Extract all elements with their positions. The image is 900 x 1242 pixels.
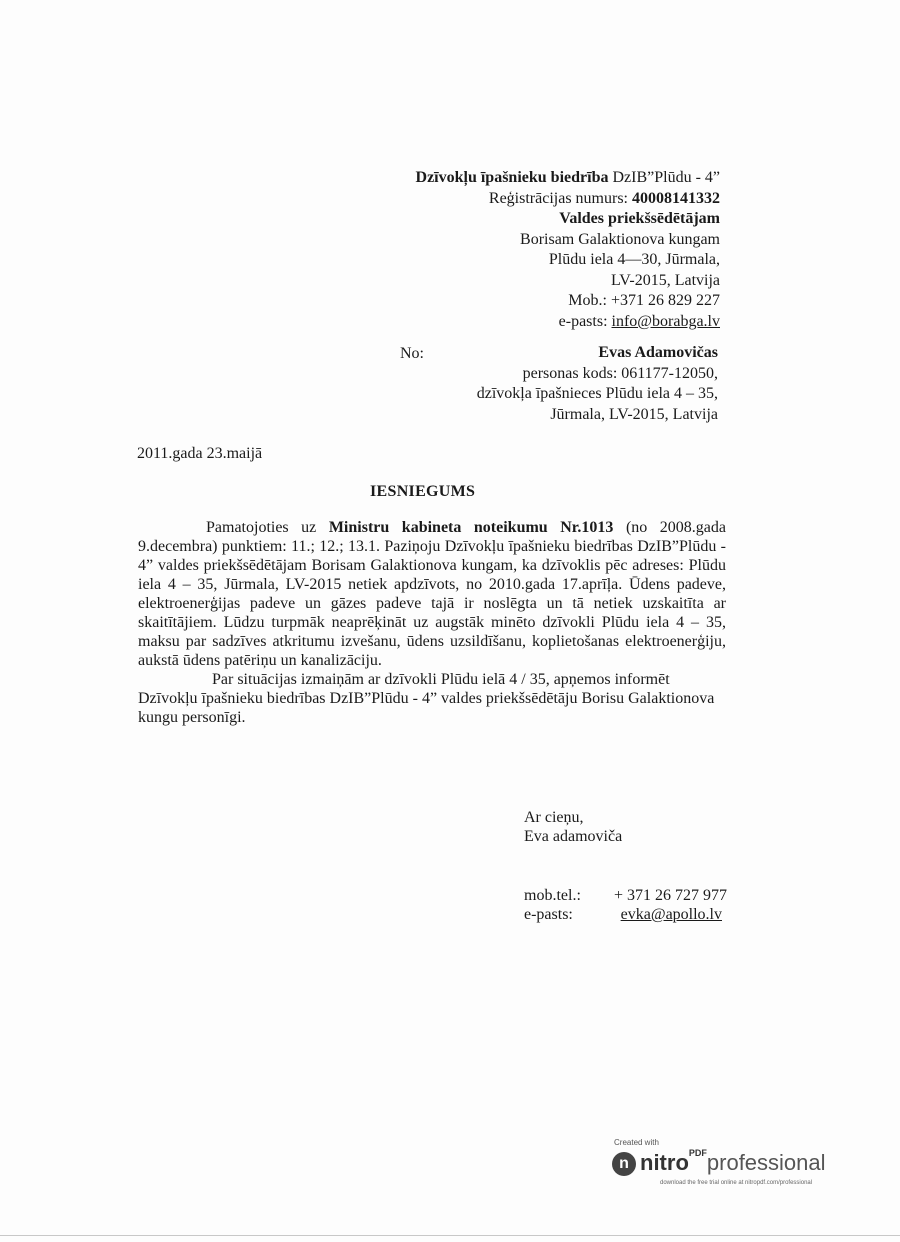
recipient-phone: Mob.: +371 26 829 227 — [568, 292, 720, 309]
contact-phone-value: + 371 26 727 977 — [614, 887, 728, 904]
logo-tagline: download the free trial online at nitropdf.com/professional — [660, 1180, 813, 1186]
sender-block — [477, 343, 718, 425]
from-label: No: — [400, 345, 424, 362]
letter-date: 2011.gada 23.maijā — [137, 445, 263, 462]
recipient-registration: Reģistrācijas numurs: 40008141332 — [488, 189, 720, 207]
nitro-logo-icon: n — [612, 1152, 636, 1176]
page-scan-edge — [0, 1235, 900, 1236]
recipient-address-line2: LV-2015, Latvija — [610, 271, 720, 289]
contact-email-link[interactable]: evka@apollo.lv — [620, 906, 722, 923]
recipient-name: Borisam Galaktionova kungam — [520, 230, 720, 248]
sender-owner-line: dzīvokļa īpašnieces Plūdu iela 4 – 35, — [476, 385, 718, 402]
sender-city-line: Jūrmala, LV-2015, Latvija — [550, 405, 718, 423]
recipient-email-link[interactable]: info@borabga.lv — [611, 312, 720, 330]
recipient-position: Valdes priekšsēdētājam — [559, 210, 720, 227]
contact-phone-row — [524, 886, 728, 905]
recipient-block — [416, 168, 720, 332]
document-title: IESNIEGUMS — [370, 483, 476, 500]
closing-block — [524, 808, 622, 846]
recipient-org: Dzīvokļu īpašnieku biedrība DzIB”Plūdu - 4” — [415, 169, 720, 186]
closing-regards: Ar cieņu, — [524, 809, 584, 826]
logo-created-with: Created with — [614, 1138, 659, 1147]
contact-phone-label: mob.tel.: — [524, 887, 581, 904]
closing-signature: Eva adamoviča — [524, 828, 623, 845]
sender-contacts — [524, 886, 728, 924]
body-paragraph-1: Pamatojoties uz Ministru kabineta noteikumu Nr.1013 (no 2008.gada 9.decembra) punktiem: 11.; 12.; 13.1. Paziņoju Dzīvokļu īpašnieku biedrības DzIB”Plūdu - 4” valdes priekšsēdētājam Borisam Galaktionova kungam, ka dzīvoklis pēc adreses: Plūdu iela 4 – 35, Jūrmala, LV-2015 netiek apdzīvots, no 2010.gada 17.aprīļa. Ūdens padeve, elektroenerģijas padeve un gāzes padeve tajā ir noslēgta un tā netiek uzskaitīta ar skaitītājiem. Lūdzu turpmāk neaprēķināt uz augstāk minēto dzīvokli Plūdu iela 4 – 35, maksu par sadzīves atkritumu izvešanu, ūdens uzsildīšanu, koplietošanas elektroenerģiju, aukstā ūdens patēriņu un kanalizāciju. — [138, 519, 727, 669]
logo-brand: nitro$^{PDF}$professional — [640, 1148, 826, 1175]
contact-email-label: e-pasts: — [524, 906, 573, 923]
recipient-email-line: e-pasts: info@borabga.lv — [558, 312, 720, 330]
body-paragraph-2: Par situācijas izmaiņām ar dzīvokli Plūdu ielā 4 / 35, apņemos informēt Dzīvokļu īpašnieku biedrības DzIB”Plūdu - 4” valdes priekšsēdētāju Borisu Galaktionova kungu personīgi. — [138, 671, 715, 726]
nitro-pdf-watermark — [612, 1138, 852, 1190]
letter-body — [138, 518, 726, 727]
sender-personal-code: personas kods: 061177-12050, — [522, 364, 718, 382]
sender-name: Evas Adamovičas — [598, 344, 718, 361]
recipient-address-line1: Plūdu iela 4—30, Jūrmala, — [548, 251, 720, 268]
contact-email-row — [524, 905, 722, 924]
